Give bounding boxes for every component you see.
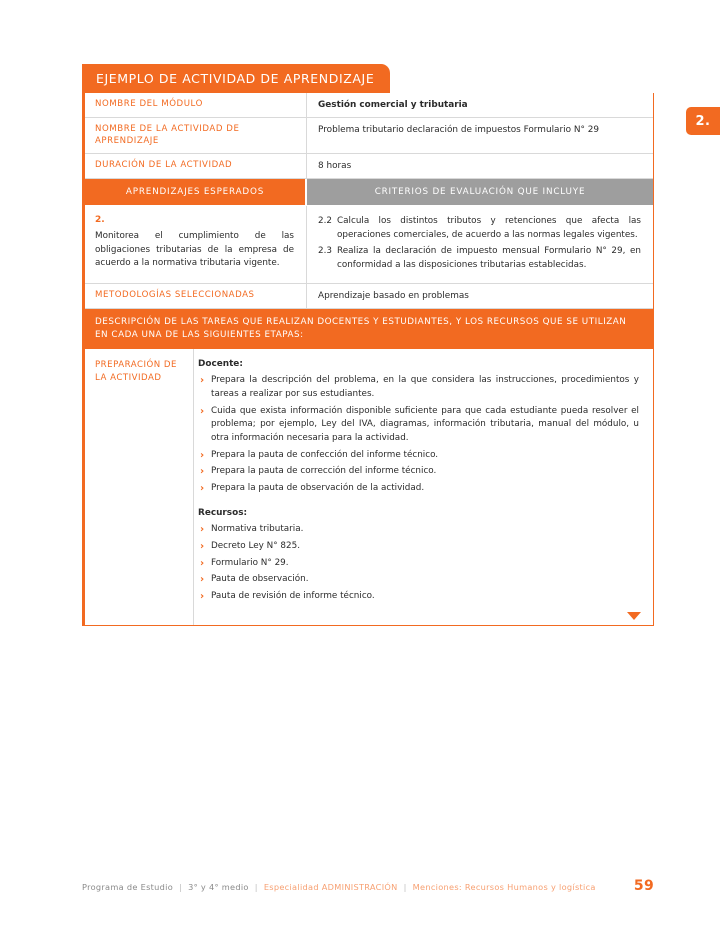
card-header-title: EJEMPLO DE ACTIVIDAD DE APRENDIZAJE: [82, 64, 390, 93]
description-banner: DESCRIPCIÓN DE LAS TAREAS QUE REALIZAN DOCENTES Y ESTUDIANTES, Y LOS RECURSOS QUE SE UTILIZAN EN CADA UNA DE LAS SIGUIENTES ETAPAS:: [85, 309, 653, 349]
criterion-item: [318, 245, 641, 272]
row-label-duracion: DURACIÓN DE LA ACTIVIDAD: [85, 154, 307, 178]
objective-text: Monitorea el cumplimiento de las obligaciones tributarias de la empresa de acuerdo a la normativa tributaria vigente.: [95, 231, 294, 269]
footer-program: Programa de Estudio: [82, 882, 174, 892]
continuation-triangle-icon: [627, 612, 641, 620]
list-item: › Pauta de revisión de informe técnico.: [198, 590, 639, 604]
page-number: 59: [633, 878, 654, 894]
card-body: [82, 93, 654, 626]
criterion-text: Calcula los distintos tributos y retenciones que afecta las operaciones comerciales, de acuerdo a las normas legales vigentes.: [337, 216, 641, 240]
objective-number: 2.: [95, 215, 105, 226]
list-item: › Prepara la pauta de corrección del informe técnico.: [198, 465, 639, 479]
list-item: › Prepara la pauta de confección del informe técnico.: [198, 449, 639, 463]
activity-card: [82, 64, 654, 626]
tasks-content: [193, 349, 653, 624]
criterion-number: 2.2: [318, 216, 332, 227]
list-item: › Normativa tributaria.: [198, 523, 639, 537]
row-label-modulo: NOMBRE DEL MÓDULO: [85, 93, 307, 117]
table-row: [85, 284, 653, 309]
criteria-cell: [307, 206, 653, 283]
section-band: [85, 179, 653, 206]
resources-heading: Recursos:: [198, 508, 248, 519]
objective-cell: [85, 206, 307, 283]
stage-label: PREPARACIÓN DE LA ACTIVIDAD: [95, 360, 177, 383]
section-number-label: 2.: [695, 113, 711, 129]
band-criterios-evaluacion: CRITERIOS DE EVALUACIÓN QUE INCLUYE: [307, 179, 653, 205]
page-footer: [82, 878, 654, 894]
footer-separator: |: [254, 882, 258, 892]
list-item: › Decreto Ley N° 825.: [198, 540, 639, 554]
list-item: › Formulario N° 29.: [198, 557, 639, 571]
row-label-metodologias: METODOLOGÍAS SELECCIONADAS: [85, 284, 307, 308]
band-aprendizajes-esperados: APRENDIZAJES ESPERADOS: [85, 179, 307, 205]
table-row: [85, 118, 653, 154]
row-value-actividad: Problema tributario declaración de impuestos Formulario N° 29: [318, 125, 600, 136]
footer-mentions: Menciones: Recursos Humanos y logística: [412, 882, 596, 892]
table-row: [85, 93, 653, 118]
teacher-task-list: [198, 374, 639, 495]
section-number-tab: [686, 107, 720, 135]
table-row: [85, 154, 653, 179]
list-item: › Cuida que exista información disponible suficiente para que cada estudiante pueda resolver el problema; por ejemplo, Ley del IVA, diagramas, información tributaria, manual del módulo, u otra información necesaria para la actividad.: [198, 405, 639, 446]
footer-separator: |: [403, 882, 407, 892]
row-value-duracion: 8 horas: [318, 161, 352, 172]
criterion-text: Realiza la declaración de impuesto mensual Formulario N° 29, en conformidad a las disposiciones tributarias establecidas.: [337, 246, 641, 271]
objectives-criteria-row: [85, 206, 653, 284]
footer-level: 3° y 4° medio: [188, 882, 249, 892]
teacher-heading: Docente:: [198, 359, 243, 370]
row-value-metodologias: Aprendizaje basado en problemas: [318, 291, 469, 302]
list-item: › Prepara la descripción del problema, en la que considera las instrucciones, procedimientos y tareas a realizar por sus estudiantes.: [198, 374, 639, 401]
criterion-item: [318, 215, 641, 242]
list-item: › Prepara la pauta de observación de la actividad.: [198, 482, 639, 496]
footer-specialty: Especialidad ADMINISTRACIÓN: [263, 882, 398, 892]
tasks-section: [85, 349, 653, 624]
resources-list: [198, 523, 639, 603]
footer-separator: |: [179, 882, 183, 892]
criterion-number: 2.3: [318, 246, 332, 257]
row-value-modulo: Gestión comercial y tributaria: [318, 100, 468, 110]
row-label-actividad: NOMBRE DE LA ACTIVIDAD DE APRENDIZAJE: [85, 118, 307, 153]
list-item: › Pauta de observación.: [198, 573, 639, 587]
